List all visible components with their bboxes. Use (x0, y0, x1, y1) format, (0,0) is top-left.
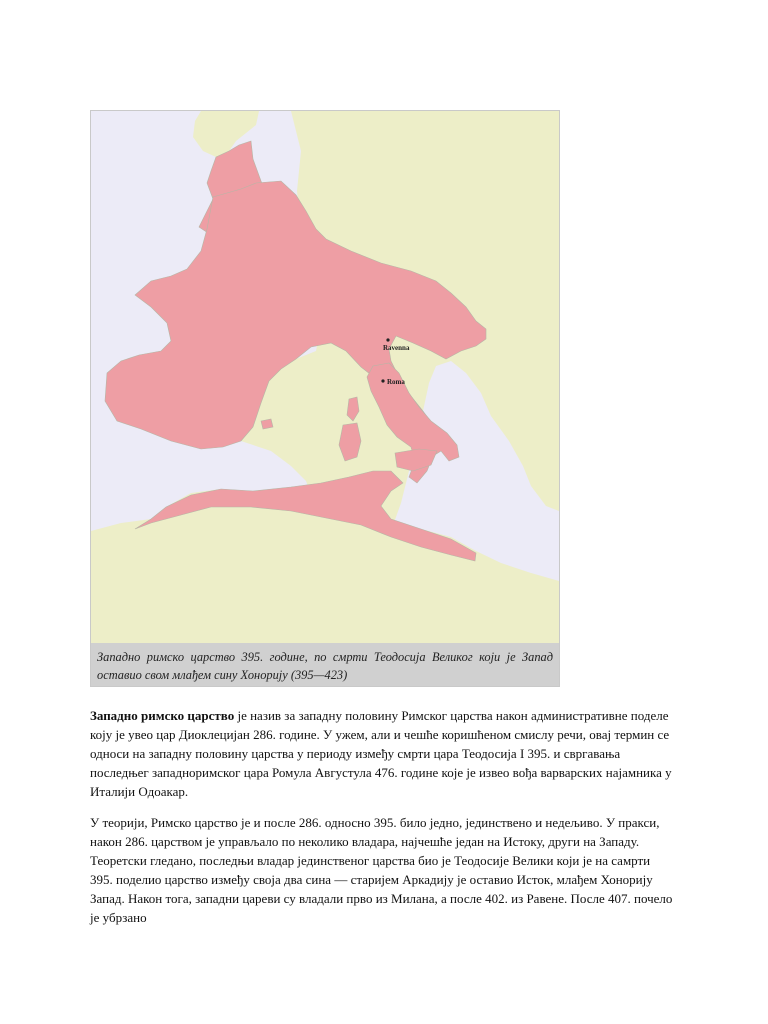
roma-marker (381, 379, 384, 382)
western-roman-empire-map (91, 111, 559, 643)
paragraph-intro (90, 706, 675, 801)
roma-label: Roma (387, 378, 405, 386)
article-term: Западно римско царство (90, 708, 235, 723)
paragraph-theory: У теорији, Римско царство је и после 286. односно 395. било једно, јединствено и недељиво. У пракси, након 286. царством је управљало по неколико владара, најчешће један на Истоку, други на Западу. Теоретски гледано, последњи владар јединственог царства био је Теодосије Велики који је на самрти 395. поделио царство између своја два сина — старијем Аркадију је оставио Исток, млађем Хонорију Запад. Након тога, западни цареви су владали прво из Милана, а после 402. из Равене. После 407. почело је убрзано (90, 815, 673, 925)
empire-balearics (261, 419, 273, 429)
map-figure (90, 110, 560, 687)
paragraph-intro-text: је назив за западну половину Римског царства након административне поделе коју је увео цар Диоклецијан 286. године. У ужем, али и чешће коришћеном смислу речи, овај термин се односи на западну половину царства у периоду између смрти цара Теодосија I 395. и свргавања последњег западноримског цара Ромула Августула 476. године које је извео вођа варварских најамника у Италији Одоакар. (90, 708, 672, 799)
ravenna-marker (386, 338, 389, 341)
ravenna-label: Ravenna (383, 344, 410, 352)
figure-caption: Западно римско царство 395. године, по смрти Теодосија Великог који је Запад оставио свом млађем сину Хонорију (395—423) (91, 643, 559, 686)
